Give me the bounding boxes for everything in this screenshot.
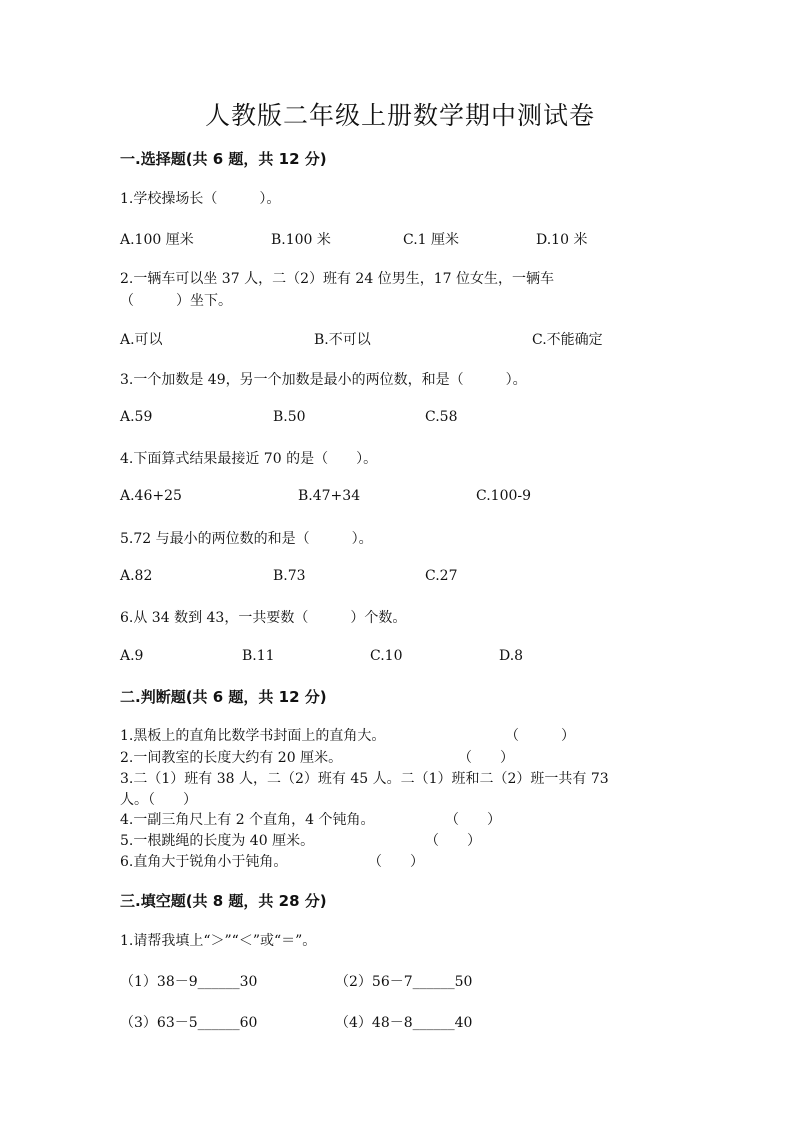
q6-option-b: B.11: [242, 648, 275, 664]
q3-option-c: C.58: [425, 409, 458, 425]
q6-option-a: A.9: [120, 648, 144, 664]
q1-option-d: D.10 米: [536, 232, 588, 248]
q1-option-a: A.100 厘米: [120, 232, 194, 248]
section-2-heading: 二.判断题(共 6 题，共 12 分): [120, 688, 327, 706]
judge-item-6: 6.直角大于锐角小于钝角。: [120, 854, 288, 870]
q1-option-c: C.1 厘米: [403, 232, 460, 248]
q5-option-b: B.73: [273, 568, 306, 584]
fill-item-1: （1）38－9______30: [120, 974, 258, 990]
question-5: 5.72 与最小的两位数的和是（ ）。: [120, 531, 373, 547]
q2-option-a: A.可以: [120, 332, 163, 348]
fill-question-1: 1.请帮我填上“＞”“＜”或“＝”。: [120, 933, 317, 949]
section-3-heading: 三.填空题(共 8 题，共 28 分): [120, 892, 327, 910]
judge-item-1: 1.黑板上的直角比数学书封面上的直角大。: [120, 728, 386, 744]
fill-item-3: （3）63－5______60: [120, 1015, 258, 1031]
question-2-line1: 2.一辆车可以坐 37 人，二（2）班有 24 位男生，17 位女生，一辆车: [120, 271, 554, 287]
fill-item-4: （4）48－8______40: [335, 1015, 473, 1031]
q2-option-c: C.不能确定: [532, 332, 603, 348]
q5-option-a: A.82: [120, 568, 153, 584]
judge-item-6-paren: （ ）: [368, 854, 424, 870]
question-3: 3.一个加数是 49，另一个加数是最小的两位数，和是（ ）。: [120, 372, 527, 388]
question-6: 6.从 34 数到 43，一共要数（ ）个数。: [120, 610, 407, 626]
q3-option-b: B.50: [273, 409, 306, 425]
judge-item-3-line1: 3.二（1）班有 38 人，二（2）班有 45 人。二（1）班和二（2）班一共有 73: [120, 771, 609, 787]
q1-option-b: B.100 米: [271, 232, 331, 248]
page-title: 人教版二年级上册数学期中测试卷: [204, 101, 595, 130]
q6-option-c: C.10: [370, 648, 403, 664]
q4-option-a: A.46+25: [120, 488, 182, 504]
judge-item-3-line2: 人。（ ）: [120, 792, 197, 808]
fill-item-2: （2）56－7______50: [335, 974, 473, 990]
judge-item-2-paren: （ ）: [458, 750, 514, 766]
q4-option-b: B.47+34: [298, 488, 361, 504]
q3-option-a: A.59: [120, 409, 153, 425]
judge-item-5-paren: （ ）: [425, 833, 481, 849]
judge-item-4: 4.一副三角尺上有 2 个直角，4 个钝角。: [120, 812, 375, 828]
judge-item-2: 2.一间教室的长度大约有 20 厘米。: [120, 750, 343, 766]
question-2-line2: （ ）坐下。: [120, 293, 232, 309]
q2-option-b: B.不可以: [314, 332, 371, 348]
judge-item-1-paren: （ ）: [505, 728, 575, 744]
section-1-heading: 一.选择题(共 6 题，共 12 分): [120, 150, 327, 168]
question-1: 1.学校操场长（ ）。: [120, 191, 281, 207]
judge-item-4-paren: （ ）: [445, 812, 501, 828]
q4-option-c: C.100-9: [476, 488, 532, 504]
question-4: 4.下面算式结果最接近 70 的是（ ）。: [120, 451, 378, 467]
judge-item-5: 5.一根跳绳的长度为 40 厘米。: [120, 833, 315, 849]
q5-option-c: C.27: [425, 568, 458, 584]
q6-option-d: D.8: [499, 648, 524, 664]
